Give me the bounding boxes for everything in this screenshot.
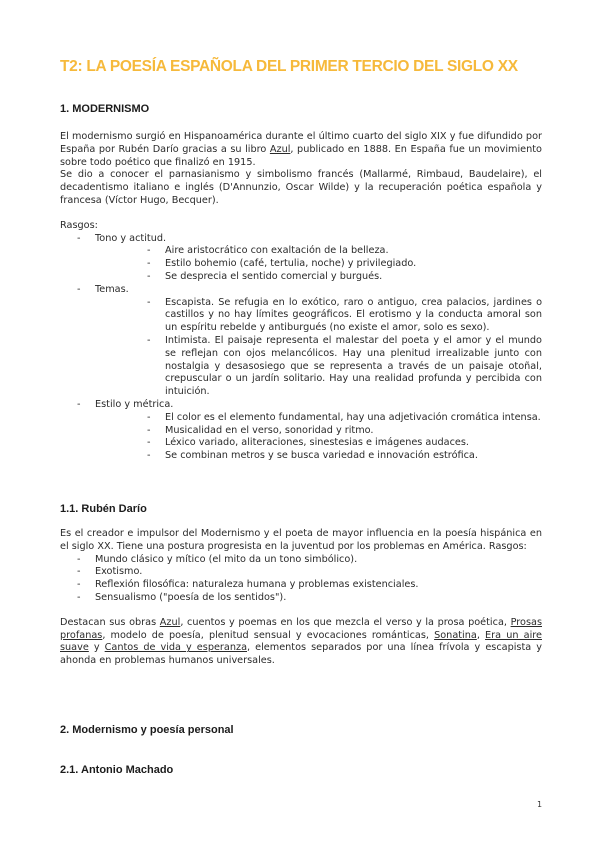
rasgos-list	[60, 233, 542, 463]
azul-link: Azul	[269, 143, 291, 155]
list-item: - Exotismo.	[60, 566, 542, 579]
list-item: - Musicalidad en el verso, sonoridad y ritmo.	[95, 425, 542, 438]
ruben-dario-paragraph-2: Destacan sus obras Azul, cuentos y poemas en los que mezcla el verso y la prosa poética, Prosas profanas, modelo de poesía, plenitud sensual y evocaciones románticas, Sonatina, Era un aire suave y Cantos de vida y esperanza, elementos separados por una línea frívola y escapista y ahonda en problemas humanos universales.	[60, 616, 542, 667]
ruben-dario-list	[60, 554, 542, 605]
modernismo-paragraph-2: Se dio a conocer el parnasianismo y simbolismo francés (Mallarmé, Rimbaud, Baudelaire), el decadentismo italiano e inglés (D'Annunzio, Oscar Wilde) y la recuperación poética española y francesa (Víctor Hugo, Becquer).	[60, 169, 542, 206]
work-title-sonatina: Sonatina	[434, 629, 477, 641]
list-item: - Se combinan metros y se busca variedad e innovación estrófica.	[95, 450, 542, 463]
list-item: - Mundo clásico y mítico (el mito da un tono simbólico).	[60, 554, 542, 567]
list-item: - Escapista. Se refugia en lo exótico, raro o antiguo, crea palacios, jardines o castillos y no hay límites geográficos. El erotismo y la conducta amoral son un espíritu rebelde y antiburgués (no existe el amor, solo es sexo).	[95, 297, 542, 335]
list-item: - Estilo bohemio (café, tertulia, noche) y privilegiado.	[95, 258, 542, 271]
list-item: - Estilo y métrica. - El color es el elemento fundamental, hay una adjetivación cromática intensa. - Musicalidad en el verso, sonoridad y ritmo. - Léxico variado, aliteraciones, sinestesias e imágenes audaces. - Se combinan metros y se busca variedad e innovación estrófica.	[60, 399, 542, 463]
section-heading-antonio-machado: 2.1. Antonio Machado	[60, 764, 174, 776]
section-heading-modernismo-poesia-personal: 2. Modernismo y poesía personal	[60, 724, 234, 736]
list-item: - Léxico variado, aliteraciones, sinestesias e imágenes audaces.	[95, 437, 542, 450]
list-item: - Temas. - Escapista. Se refugia en lo exótico, raro o antiguo, crea palacios, jardines o castillos y no hay límites geográficos. El erotismo y la conducta amoral son un espíritu rebelde y antiburgués (no existe el amor, solo es sexo). - Intimista. El paisaje representa el malestar del poeta y el amor y el mundo se reflejan con ojos melancólicos. Hay una plenitud irrealizable junto con nostalgia y desasosiego que se representa a través de un paisaje otoñal, crepuscular o un jardín solitario. Hay una realidad profunda y percibida con intuición.	[60, 284, 542, 399]
modernismo-paragraph-1: El modernismo surgió en Hispanoamérica durante el último cuarto del siglo XIX y fue difundido por España por Rubén Darío gracias a su libro Azul, publicado en 1888. En España fue un movimiento sobre todo poético que finalizó en 1915.	[60, 131, 542, 168]
work-title-azul: Azul	[159, 616, 181, 628]
list-item: - Se desprecia el sentido comercial y burgués.	[95, 271, 542, 284]
page-number: 1	[537, 800, 543, 809]
page-title: T2: LA POESÍA ESPAÑOLA DEL PRIMER TERCIO DEL SIGLO XX	[60, 58, 518, 75]
work-title-era-un-aire-suave: Era un aire suave	[60, 629, 542, 654]
list-item: - Sensualismo ("poesía de los sentidos").	[60, 592, 542, 605]
ruben-dario-paragraph-1: Es el creador e impulsor del Modernismo y el poeta de mayor influencia en la poesía hispánica en el siglo XX. Tiene una postura progresista en la juventud por los problemas en América. Rasgos:	[60, 528, 542, 552]
list-item: - Reflexión filosófica: naturaleza humana y problemas existenciales.	[60, 579, 542, 592]
list-item: - El color es el elemento fundamental, hay una adjetivación cromática intensa.	[95, 412, 542, 425]
modernismo-body	[60, 131, 542, 463]
list-item: - Aire aristocrático con exaltación de la belleza.	[95, 245, 542, 258]
section-heading-modernismo: 1. MODERNISMO	[60, 103, 150, 115]
list-item: - Intimista. El paisaje representa el malestar del poeta y el amor y el mundo se reflejan con ojos melancólicos. Hay una plenitud irrealizable junto con nostalgia y desasosiego que se representa a través de un paisaje otoñal, crepuscular o un jardín solitario. Hay una realidad profunda y percibida con intuición.	[95, 335, 542, 399]
ruben-dario-body	[60, 528, 542, 668]
work-title-prosas-profanas: Prosas profanas	[60, 616, 542, 641]
work-title-cantos-de-vida: Cantos de vida y esperanza	[104, 642, 248, 654]
section-heading-ruben-dario: 1.1. Rubén Darío	[60, 503, 147, 515]
list-item: - Tono y actitud. - Aire aristocrático con exaltación de la belleza. - Estilo bohemio (café, tertulia, noche) y privilegiado. - Se desprecia el sentido comercial y burgués.	[60, 233, 542, 284]
rasgos-label: Rasgos:	[60, 219, 98, 231]
